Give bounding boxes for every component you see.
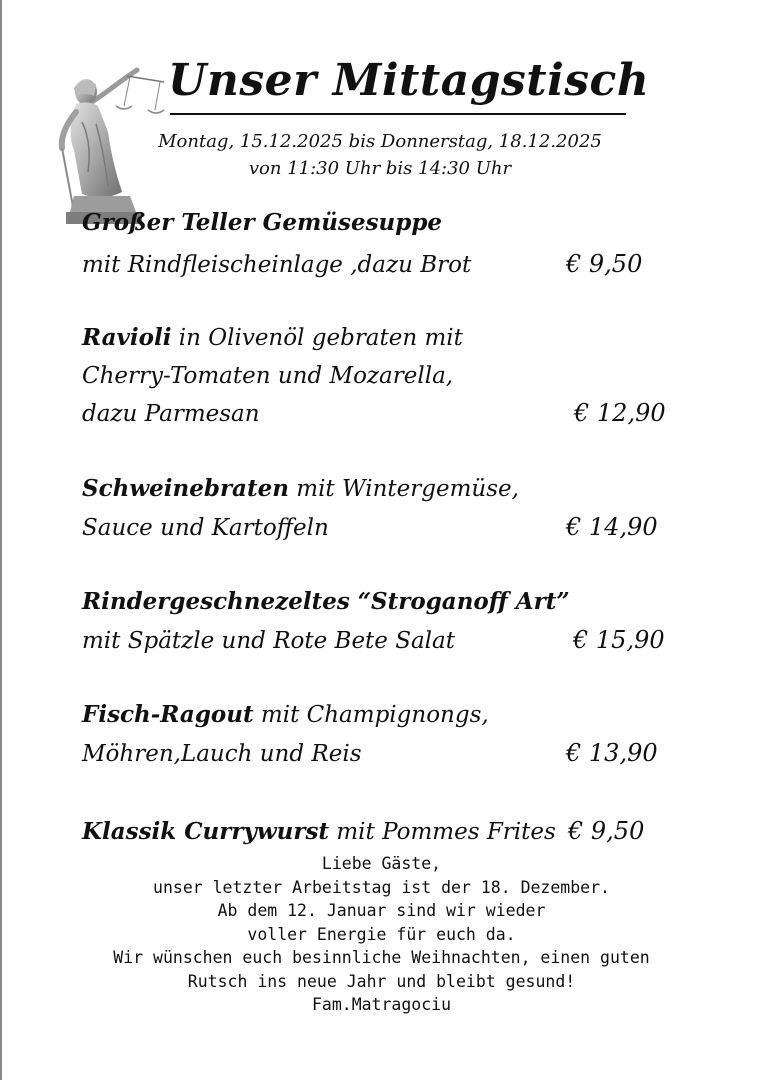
dish-3-line-2: Sauce und Kartoffeln [82,515,329,541]
dish-5-line-1: Fisch-Ragout mit Champignongs, [82,701,489,728]
dish-2-line-1: Ravioli in Olivenöl gebraten mit [82,324,463,351]
page-edge-line [0,0,2,1080]
dish-3-price: € 14,90 [566,513,658,541]
holiday-notice [40,852,723,1017]
notice-line: Liebe Gäste, [321,854,442,873]
notice-line: Rutsch ins neue Jahr und bleibt gesund! [187,971,576,991]
notice-line: Ab dem 12. Januar sind wir wieder [217,901,546,920]
dish-4-line-2: mit Spätzle und Rote Bete Salat [82,628,455,654]
notice-line: voller Energie für euch da. [247,924,516,944]
title-underline [170,113,626,115]
dish-2-line-2: Cherry-Tomaten und Mozarella, [82,363,454,389]
dish-5-line-2: Möhren,Lauch und Reis [82,741,362,767]
dish-1-line-1: Großer Teller Gemüsesuppe [82,209,443,236]
menu-title: Unser Mittagstisch [168,55,650,106]
dish-3-line-1: Schweinebraten mit Wintergemüse, [82,475,519,502]
dish-6-line-1: Klassik Currywurst mit Pommes Frites [82,818,556,845]
dish-1-price: € 9,50 [566,250,643,278]
dish-5-price: € 13,90 [566,739,658,767]
date-block [140,128,620,182]
dish-2-price: € 12,90 [574,399,666,427]
notice-line: Wir wünschen euch besinnliche Weihnachten, einen guten [113,948,650,967]
opening-hours: von 11:30 Uhr bis 14:30 Uhr [248,158,512,179]
notice-signature: Fam.Matragociu [311,995,452,1014]
date-range: Montag, 15.12.2025 bis Donnerstag, 18.12.2025 [158,131,602,152]
dish-1-line-2: mit Rindfleischeinlage ,dazu Brot [82,252,472,278]
dish-2-line-3: dazu Parmesan [82,401,260,427]
dish-4-price: € 15,90 [573,626,665,654]
dish-6-price: € 9,50 [568,817,645,845]
dish-4-line-1: Rindergeschnezeltes “Stroganoff Art” [82,588,570,615]
notice-line: unser letzter Arbeitstag ist der 18. Dezember. [153,877,610,897]
